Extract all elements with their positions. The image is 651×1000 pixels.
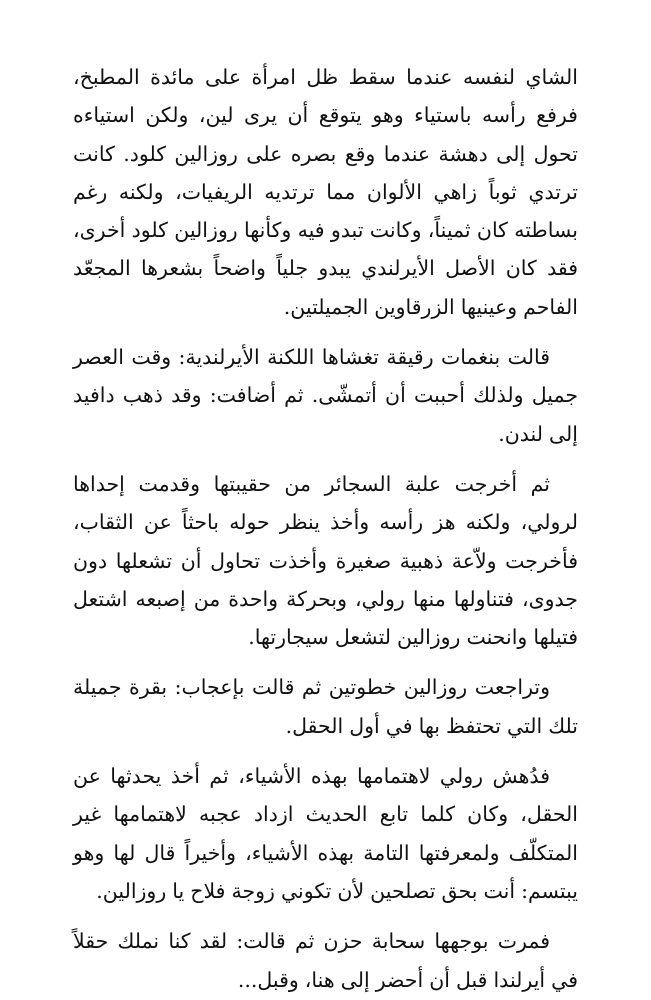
paragraph-4: وتراجعت روزالين خطوتين ثم قالت بإعجاب: بقرة جميلة تلك التي تحتفظ بها في أول الحقل. <box>73 675 578 738</box>
paragraph-3: ثم أخرجت علبة السجائر من حقيبتها وقدمت إحداها لرولي، ولكنه هز رأسه وأخذ ينظر حوله باحثاً عن الثقاب، فأخرجت ولاّعة ذهبية صغيرة وأخذت تحاول أن تشعلها دون جدوى، فتناولها منها رولي، وبحركة واحدة من إصبعه اشتعل فتيلها وانحنت روزالين لتشعل سيجارتها. <box>73 471 578 650</box>
paragraph-6: فمرت بوجهها سحابة حزن ثم قالت: لقد كنا نملك حقلاً في أيرلندا قبل أن أحضر إلى هنا، وقبل... <box>73 929 578 992</box>
paragraph-5: فدُهش رولي لاهتمامها بهذه الأشياء، ثم أخذ يحدثها عن الحقل، وكان كلما تابع الحديث ازداد عجبه لاهتمامها غير المتكلّف ولمعرفتها التامة بهذه الأشياء، وأخيراً قال لها وهو يبتسم: أنت بحق تصلحين لأن تكوني زوجة فلاح يا روزالين. <box>73 764 578 903</box>
paragraph-1: الشاي لنفسه عندما سقط ظل امرأة على مائدة المطبخ، فرفع رأسه باستياء وهو يتوقع أن يرى لين، ولكن استياءه تحول إلى دهشة عندما وقع بصره على روزالين كلود. كانت ترتدي ثوباً زاهي الألوان مما ترتديه الريفيات، ولكنه رغم بساطته كان ثميناً، وكانت تبدو فيه وكأنها روزالين كلود أخرى، فقد كان الأصل الأيرلندي يبدو جلياً واضحاً بشعرها المجعّد الفاحم وعينيها الزرقاوين الجميلتين. <box>73 65 578 319</box>
paragraph-2: قالت بنغمات رقيقة تغشاها اللكنة الأيرلندية: وقت العصر جميل ولذلك أحببت أن أتمشّى. ثم أضافت: وقد ذهب دافيد إلى لندن. <box>73 345 578 446</box>
